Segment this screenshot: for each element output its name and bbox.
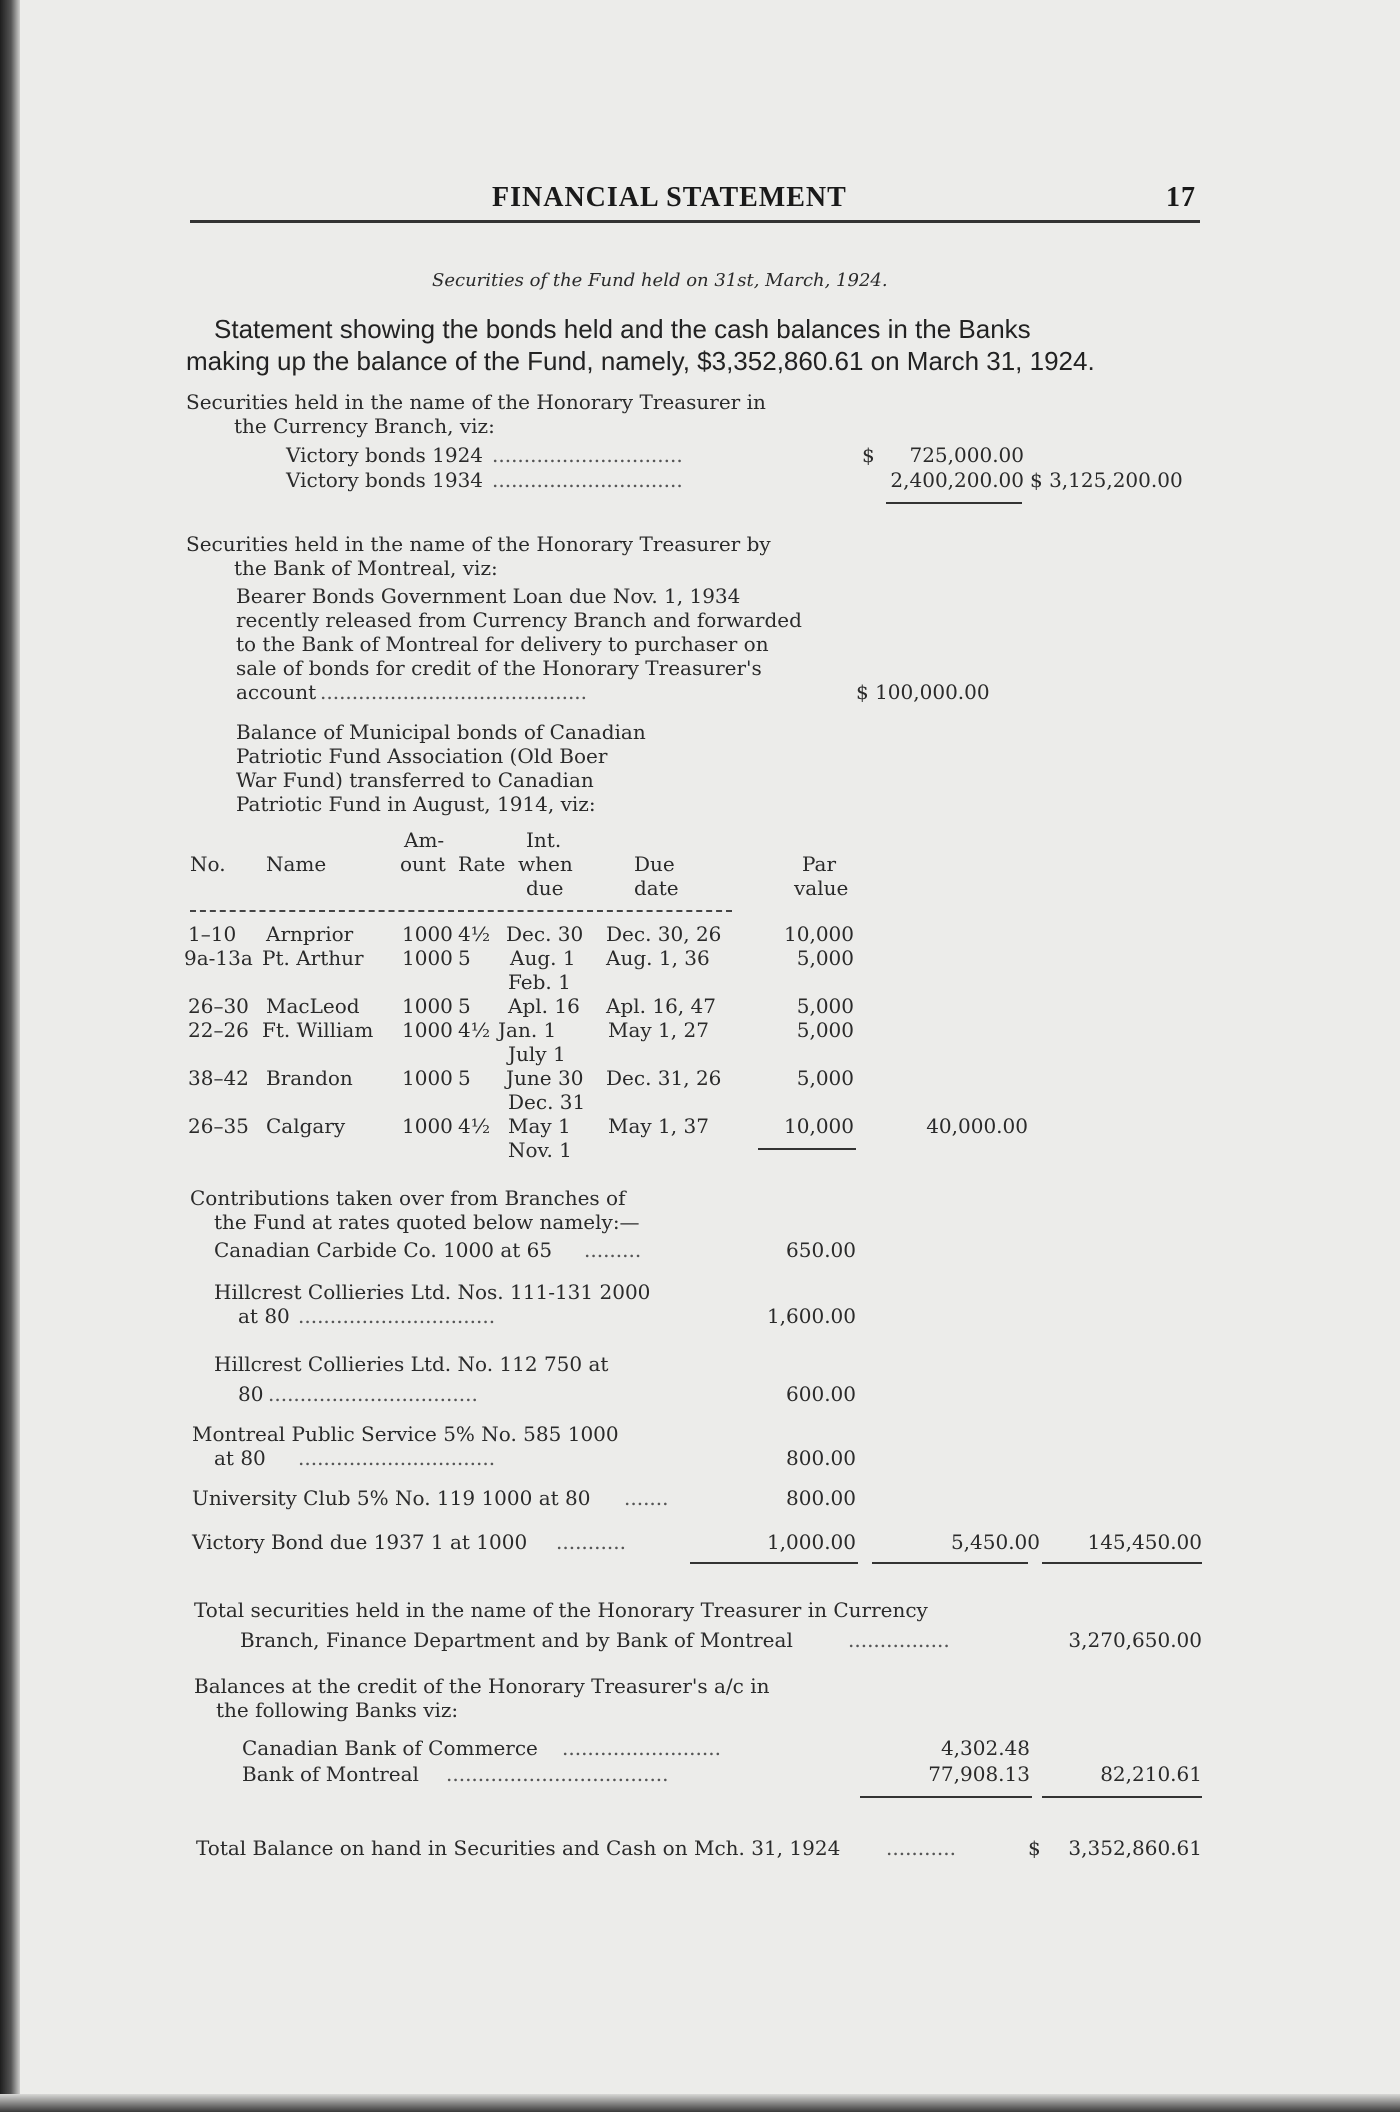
book-spine bbox=[0, 0, 20, 2112]
contribution-amount: 650.00 bbox=[786, 1238, 856, 1262]
col-header-due-1: Due bbox=[634, 852, 675, 876]
victory-1934-amount: 2,400,200.00 bbox=[890, 468, 1024, 492]
municipal-line-2: Patriotic Fund Association (Old Boer bbox=[236, 744, 608, 768]
col-header-amount-2: ount bbox=[400, 852, 446, 876]
dot-leader: ......... bbox=[584, 1238, 642, 1262]
victory-1934-label: Victory bonds 1934 bbox=[286, 468, 484, 492]
bearer-line-4: sale of bonds for credit of the Honorary Treasurer's bbox=[236, 656, 762, 680]
row-no: 1–10 bbox=[188, 922, 237, 946]
row-int-date-2: Dec. 31 bbox=[508, 1090, 586, 1114]
dot-leader: ............................... bbox=[298, 1446, 496, 1470]
contribution-label: Canadian Carbide Co. 1000 at 65 bbox=[214, 1238, 553, 1262]
contribution-label-2: at 80 bbox=[238, 1304, 290, 1328]
col-header-par-2: value bbox=[794, 876, 849, 900]
bom-line-1: Securities held in the name of the Honorary Treasurer by bbox=[186, 532, 771, 556]
dot-leader: ......................... bbox=[562, 1736, 721, 1760]
intro-line-1: Statement showing the bonds held and the cash balances in the Banks bbox=[214, 314, 1031, 344]
row-no: 26–30 bbox=[188, 994, 249, 1018]
victory-1924-amount: 725,000.00 bbox=[909, 443, 1024, 467]
row-rate: 5 bbox=[458, 946, 471, 970]
contributions-line-1: Contributions taken over from Branches of bbox=[190, 1186, 626, 1210]
subtitle: Securities of the Fund held on 31st, March, 1924. bbox=[432, 270, 888, 291]
balance-amount: 4,302.48 bbox=[940, 1736, 1030, 1760]
contributions-total: 145,450.00 bbox=[1087, 1530, 1202, 1554]
bearer-last-line: account bbox=[236, 680, 317, 704]
dot-leader: ........... bbox=[886, 1836, 956, 1860]
dot-leader: .............................. bbox=[492, 468, 683, 492]
col-header-no: No. bbox=[190, 852, 226, 876]
contribution-amount: 1,000.00 bbox=[766, 1530, 856, 1554]
grand-total-amount: 3,352,860.61 bbox=[1068, 1836, 1202, 1860]
row-no: 22–26 bbox=[188, 1018, 249, 1042]
dot-leader: ................................. bbox=[268, 1382, 478, 1406]
bearer-line-3: to the Bank of Montreal for delivery to purchaser on bbox=[236, 632, 769, 656]
row-int-date: Dec. 30 bbox=[506, 922, 584, 946]
row-name: Calgary bbox=[266, 1114, 346, 1138]
balances-line-2: the following Banks viz: bbox=[216, 1698, 459, 1722]
bom-line-2: the Bank of Montreal, viz: bbox=[234, 556, 498, 580]
page-number: 17 bbox=[1166, 182, 1196, 213]
column-rule bbox=[860, 1796, 1032, 1798]
balances-total: 82,210.61 bbox=[1100, 1762, 1202, 1786]
row-int-date-2: Feb. 1 bbox=[508, 970, 571, 994]
row-par-value: 5,000 bbox=[796, 1066, 854, 1090]
municipal-total: 40,000.00 bbox=[926, 1114, 1028, 1138]
row-name: Arnprior bbox=[266, 922, 354, 946]
col-header-rate: Rate bbox=[458, 852, 506, 876]
par-total-rule bbox=[758, 1148, 856, 1150]
dot-leader: ................ bbox=[848, 1628, 950, 1652]
dot-leader: .......................................... bbox=[320, 680, 588, 704]
row-rate: 4½ bbox=[458, 922, 491, 946]
subtotal-rule bbox=[886, 502, 1022, 504]
currency-branch-line-2: the Currency Branch, viz: bbox=[234, 414, 495, 438]
page-title: FINANCIAL STATEMENT bbox=[492, 182, 847, 213]
row-par-value: 5,000 bbox=[796, 994, 854, 1018]
row-int-date: Jan. 1 bbox=[498, 1018, 557, 1042]
col-header-int-1: Int. bbox=[526, 828, 562, 852]
contribution-label: Victory Bond due 1937 1 at 1000 bbox=[192, 1530, 528, 1554]
col-header-due-2: date bbox=[634, 876, 679, 900]
balance-label: Canadian Bank of Commerce bbox=[242, 1736, 538, 1760]
municipal-line-1: Balance of Municipal bonds of Canadian bbox=[236, 720, 646, 744]
row-int-date: Apl. 16 bbox=[508, 994, 580, 1018]
row-no: 26–35 bbox=[188, 1114, 249, 1138]
row-amount: 1000 bbox=[402, 946, 453, 970]
row-amount: 1000 bbox=[402, 1114, 453, 1138]
row-par-value: 10,000 bbox=[784, 922, 854, 946]
row-due-date: Apl. 16, 47 bbox=[606, 994, 716, 1018]
contributions-subtotal: 5,450.00 bbox=[950, 1530, 1040, 1554]
grand-total-dollar: $ bbox=[1028, 1836, 1041, 1860]
balance-label: Bank of Montreal bbox=[242, 1762, 419, 1786]
total-securities-line-1: Total securities held in the name of the Honorary Treasurer in Currency bbox=[194, 1598, 928, 1622]
municipal-line-4: Patriotic Fund in August, 1914, viz: bbox=[236, 792, 596, 816]
row-no: 9a-13a bbox=[184, 946, 253, 970]
victory-1924-label: Victory bonds 1924 bbox=[286, 443, 484, 467]
contribution-label: Montreal Public Service 5% No. 585 1000 bbox=[192, 1422, 619, 1446]
page-bottom-edge bbox=[0, 2094, 1400, 2112]
column-rule bbox=[1042, 1562, 1202, 1564]
row-int-date-2: Nov. 1 bbox=[508, 1138, 572, 1162]
intro-line-2: making up the balance of the Fund, namely, $3,352,860.61 on March 31, 1924. bbox=[186, 346, 1095, 376]
row-due-date: Dec. 30, 26 bbox=[606, 922, 722, 946]
contribution-amount: 800.00 bbox=[786, 1446, 856, 1470]
row-name: MacLeod bbox=[266, 994, 360, 1018]
row-name: Pt. Arthur bbox=[262, 946, 364, 970]
header-rule bbox=[190, 220, 1200, 223]
row-amount: 1000 bbox=[402, 1018, 453, 1042]
column-rule bbox=[872, 1562, 1028, 1564]
row-rate: 4½ bbox=[458, 1018, 491, 1042]
column-rule bbox=[690, 1562, 858, 1564]
contribution-label-2: 80 bbox=[238, 1382, 264, 1406]
total-securities-line-2: Branch, Finance Department and by Bank of Montreal bbox=[240, 1628, 793, 1652]
dot-leader: ................................... bbox=[446, 1762, 669, 1786]
col-header-int-2: when bbox=[518, 852, 573, 876]
currency-branch-total: $ 3,125,200.00 bbox=[1030, 468, 1183, 492]
row-name: Brandon bbox=[266, 1066, 353, 1090]
contribution-amount: 600.00 bbox=[786, 1382, 856, 1406]
row-int-date: June 30 bbox=[506, 1066, 584, 1090]
contribution-label: University Club 5% No. 119 1000 at 80 bbox=[192, 1486, 591, 1510]
table-header-rule bbox=[190, 910, 732, 912]
row-due-date: Aug. 1, 36 bbox=[606, 946, 710, 970]
contribution-amount: 800.00 bbox=[786, 1486, 856, 1510]
row-amount: 1000 bbox=[402, 994, 453, 1018]
col-header-amount-1: Am- bbox=[404, 828, 445, 852]
row-rate: 5 bbox=[458, 994, 471, 1018]
row-due-date: May 1, 27 bbox=[608, 1018, 709, 1042]
col-header-par-1: Par bbox=[802, 852, 837, 876]
contribution-label-2: at 80 bbox=[214, 1446, 266, 1470]
row-par-value: 5,000 bbox=[796, 1018, 854, 1042]
row-par-value: 10,000 bbox=[784, 1114, 854, 1138]
contribution-amount: 1,600.00 bbox=[766, 1304, 856, 1328]
bearer-line-2: recently released from Currency Branch and forwarded bbox=[236, 608, 802, 632]
dot-leader: ........... bbox=[556, 1530, 626, 1554]
contributions-line-2: the Fund at rates quoted below namely:— bbox=[214, 1210, 640, 1234]
dot-leader: .............................. bbox=[492, 443, 683, 467]
row-amount: 1000 bbox=[402, 1066, 453, 1090]
row-par-value: 5,000 bbox=[796, 946, 854, 970]
bearer-line-1: Bearer Bonds Government Loan due Nov. 1, 1934 bbox=[236, 584, 741, 608]
row-rate: 4½ bbox=[458, 1114, 491, 1138]
row-amount: 1000 bbox=[402, 922, 453, 946]
row-due-date: May 1, 37 bbox=[608, 1114, 709, 1138]
row-int-date: Aug. 1 bbox=[510, 946, 576, 970]
col-header-name: Name bbox=[266, 852, 327, 876]
row-name: Ft. William bbox=[262, 1018, 374, 1042]
municipal-line-3: War Fund) transferred to Canadian bbox=[236, 768, 594, 792]
bearer-amount: $ 100,000.00 bbox=[856, 680, 990, 704]
dot-leader: ....... bbox=[624, 1486, 669, 1510]
row-int-date-2: July 1 bbox=[508, 1042, 566, 1066]
grand-total-label: Total Balance on hand in Securities and Cash on Mch. 31, 1924 bbox=[196, 1836, 841, 1860]
currency-branch-line-1: Securities held in the name of the Honorary Treasurer in bbox=[186, 390, 766, 414]
contribution-label: Hillcrest Collieries Ltd. No. 112 750 at bbox=[214, 1352, 609, 1376]
dot-leader: ............................... bbox=[298, 1304, 496, 1328]
balances-line-1: Balances at the credit of the Honorary Treasurer's a/c in bbox=[194, 1674, 770, 1698]
row-rate: 5 bbox=[458, 1066, 471, 1090]
dollar-sign: $ bbox=[862, 443, 875, 467]
row-no: 38–42 bbox=[188, 1066, 249, 1090]
column-rule bbox=[1042, 1796, 1202, 1798]
balance-amount: 77,908.13 bbox=[928, 1762, 1030, 1786]
row-int-date: May 1 bbox=[508, 1114, 571, 1138]
contribution-label: Hillcrest Collieries Ltd. Nos. 111-131 2000 bbox=[214, 1280, 651, 1304]
total-securities-amount: 3,270,650.00 bbox=[1068, 1628, 1202, 1652]
col-header-int-3: due bbox=[526, 876, 564, 900]
row-due-date: Dec. 31, 26 bbox=[606, 1066, 722, 1090]
